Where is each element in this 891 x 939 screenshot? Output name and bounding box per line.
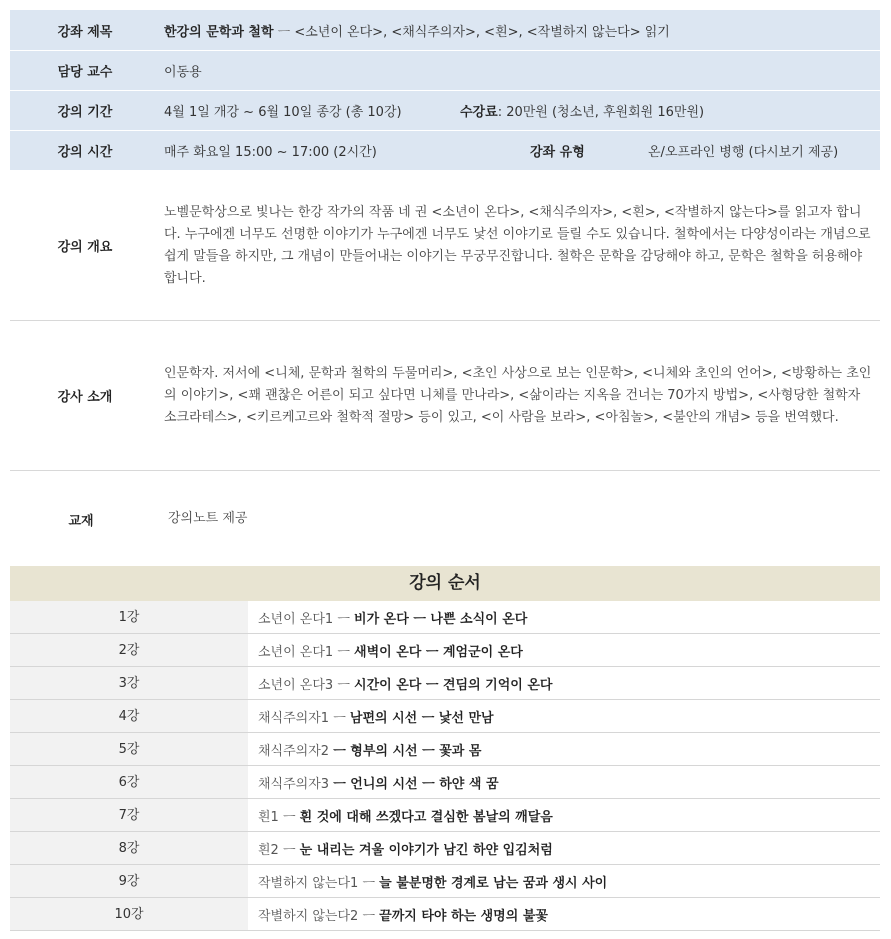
- lecture-row: [10, 667, 880, 700]
- course-title-sub: <소년이 온다>, <채식주의자>, <흰>, <작별하지 않는다> 읽기: [294, 24, 670, 40]
- lecture-title-prefix: 채식주의자1 ㅡ: [258, 710, 350, 726]
- lecture-title-prefix: 흰2 ㅡ: [258, 842, 300, 858]
- lecture-title-prefix: 채식주의자3: [258, 776, 334, 792]
- period-value: [160, 101, 880, 120]
- lecture-order-table: [10, 601, 880, 931]
- lecture-title: [248, 872, 880, 891]
- lecture-row: [10, 733, 880, 766]
- lecture-number: 2강: [10, 634, 248, 666]
- lecture-title-prefix: 소년이 온다1 ㅡ: [258, 644, 355, 660]
- professor-row: [10, 51, 880, 91]
- professor-value: 이동용: [164, 65, 202, 80]
- overview-row: [10, 171, 880, 321]
- period-label: 강의 기간: [57, 105, 113, 120]
- fee-text: [460, 101, 704, 120]
- instructor-value: 인문학자. 저서에 <니체, 문학과 철학의 두물머리>, <초인 사상으로 보는 인문학>, <니체와 초인의 언어>, <방황하는 초인의 이야기>, <꽤 괜찮은 어른이 되고 싶다면 니체를 만나라>, <삶이라는 지옥을 건너는 70가지 방법>, <사형당한 철학자 소크라테스>, <키르케고르와 철학적 절망> 등이 있고, <이 사람을 보라>, <아침놀>, <불안의 개념> 등을 번역했다.: [164, 365, 872, 425]
- lecture-title-main: 새벽이 온다 ㅡ 계엄군이 온다: [354, 644, 523, 660]
- course-title-value: [160, 21, 880, 40]
- lecture-title: [248, 773, 880, 792]
- lecture-row: [10, 865, 880, 898]
- professor-label: 담당 교수: [57, 65, 113, 80]
- lecture-number: 1강: [10, 601, 248, 633]
- fee-label: 수강료: [460, 105, 498, 120]
- lecture-title-main: 비가 온다 ㅡ 나쁜 소식이 온다: [354, 611, 528, 627]
- textbook-label: 교재: [68, 513, 94, 529]
- lecture-number: 6강: [10, 766, 248, 798]
- instructor-label: 강사 소개: [57, 390, 113, 405]
- period-row: [10, 91, 880, 131]
- lecture-title: [248, 839, 880, 858]
- lecture-title-prefix: 소년이 온다3 ㅡ: [258, 677, 355, 693]
- lecture-number: 10강: [10, 898, 248, 930]
- lecture-number: 8강: [10, 832, 248, 864]
- type-value: 온/오프라인 병행 (다시보기 제공): [648, 145, 839, 160]
- lecture-number: 9강: [10, 865, 248, 897]
- lecture-title: [248, 674, 880, 693]
- lecture-title-main: ㅡ 형부의 시선 ㅡ 꽃과 몸: [333, 743, 482, 759]
- time-row: [10, 131, 880, 171]
- lecture-order-heading: 강의 순서: [10, 566, 880, 601]
- lecture-title: [248, 641, 880, 660]
- lecture-number: 5강: [10, 733, 248, 765]
- type-label: 강좌 유형: [530, 145, 585, 160]
- lecture-row: [10, 766, 880, 799]
- lecture-row: [10, 700, 880, 733]
- time-label: 강의 시간: [57, 145, 113, 160]
- lecture-title-prefix: 작별하지 않는다2 ㅡ: [258, 908, 380, 924]
- lecture-number: 4강: [10, 700, 248, 732]
- lecture-title: [248, 740, 880, 759]
- lecture-number: 7강: [10, 799, 248, 831]
- lecture-title-prefix: 흰1 ㅡ: [258, 809, 300, 825]
- overview-value: 노벨문학상으로 빛나는 한강 작가의 작품 네 권 <소년이 온다>, <채식주의자>, <흰>, <작별하지 않는다>를 읽고자 합니다. 누구에겐 너무도 선명한 이야기가 누구에겐 너무도 낯선 이야기로 들릴 수도 있습니다. 철학에서는 다양성이라는 개념으로 쉽게 말들을 하지만, 그 개념이 만들어내는 이야기는 무궁무진합니다. 철학은 문학을 감당해야 하고, 문학은 철학을 허용해야 합니다.: [164, 204, 871, 286]
- lecture-number: 3강: [10, 667, 248, 699]
- lecture-title-main: 끝까지 타야 하는 생명의 불꽃: [379, 908, 548, 924]
- overview-label: 강의 개요: [57, 240, 113, 255]
- course-title-row: [10, 10, 880, 51]
- lecture-title-prefix: 소년이 온다1 ㅡ: [258, 611, 355, 627]
- textbook-value: 강의노트 제공: [168, 511, 248, 526]
- lecture-title: [248, 707, 880, 726]
- fee-value: : 20만원 (청소년, 후원회원 16만원): [497, 105, 705, 120]
- course-title-label: 강좌 제목: [57, 24, 113, 40]
- lecture-title-main: 늘 불분명한 경계로 남는 꿈과 생시 사이: [379, 875, 608, 891]
- lecture-row: [10, 898, 880, 931]
- lecture-title-prefix: 작별하지 않는다1 ㅡ: [258, 875, 380, 891]
- lecture-title-main: 남편의 시선 ㅡ 낯선 만남: [349, 710, 494, 726]
- lecture-title-main: ㅡ 언니의 시선 ㅡ 하얀 색 꿈: [333, 776, 499, 792]
- lecture-title-main: 흰 것에 대해 쓰겠다고 결심한 봄날의 깨달음: [299, 809, 553, 825]
- lecture-row: [10, 832, 880, 865]
- course-title-dash: ㅡ: [273, 24, 295, 40]
- lecture-row: [10, 799, 880, 832]
- lecture-title-prefix: 채식주의자2: [258, 743, 334, 759]
- lecture-row: [10, 634, 880, 667]
- period-text: 4월 1일 개강 ~ 6월 10일 종강 (총 10강): [164, 105, 402, 120]
- lecture-title-main: 눈 내리는 겨울 이야기가 남긴 하얀 입김처럼: [299, 842, 553, 858]
- textbook-row: [10, 471, 880, 567]
- course-info-table: [10, 10, 880, 567]
- lecture-row: [10, 601, 880, 634]
- time-value: [160, 141, 880, 160]
- lecture-title-main: 시간이 온다 ㅡ 견딤의 기억이 온다: [354, 677, 553, 693]
- instructor-row: [10, 321, 880, 471]
- course-title-main: 한강의 문학과 철학: [164, 24, 274, 40]
- lecture-title: [248, 905, 880, 924]
- lecture-title: [248, 608, 880, 627]
- lecture-title: [248, 806, 880, 825]
- time-text: 매주 화요일 15:00 ~ 17:00 (2시간): [164, 145, 377, 160]
